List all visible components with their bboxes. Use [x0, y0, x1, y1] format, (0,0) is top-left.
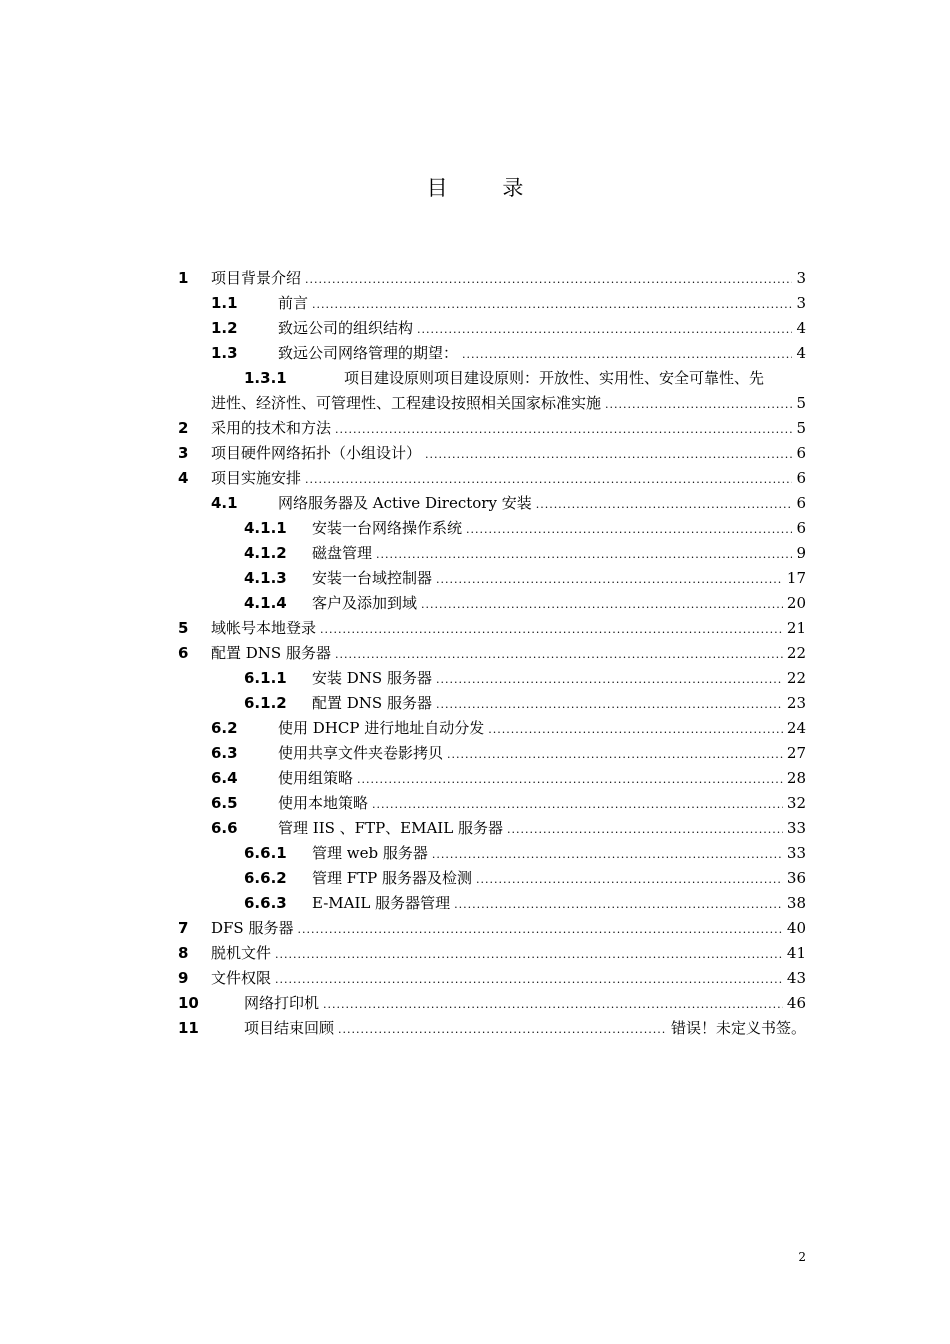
toc-entry-page: 3	[796, 269, 806, 287]
toc-entry-number: 4.1.4	[244, 594, 287, 612]
toc-entry-page: 28	[786, 769, 806, 787]
toc-entry-title: 项目背景介绍	[211, 269, 302, 287]
toc-entry-page: 6	[796, 469, 806, 487]
toc-entry[interactable]	[0, 591, 950, 616]
toc-entry[interactable]	[0, 941, 950, 966]
toc-entry-title: 配置 DNS 服务器	[211, 644, 331, 662]
toc-entry-title: 安装 DNS 服务器	[312, 669, 432, 687]
toc-entry-title: 管理 FTP 服务器及检测	[312, 869, 473, 887]
leader-dots	[305, 267, 792, 292]
toc-entry-number: 8	[178, 944, 189, 962]
toc-entry-number: 6.1.2	[244, 694, 287, 712]
toc-entry-number: 4	[178, 469, 189, 487]
leader-dots	[297, 917, 782, 942]
leader-dots	[357, 767, 783, 792]
toc-entry-title: 项目建设原则项目建设原则：开放性、实用性、安全可靠性、先	[344, 369, 765, 387]
toc-entry-title: 前言	[278, 294, 309, 312]
toc-entry-number: 6.5	[211, 794, 238, 812]
leader-dots	[312, 292, 792, 317]
toc-entry-number: 1.2	[211, 319, 238, 337]
toc-entry-number: 6.6.3	[244, 894, 287, 912]
toc-entry-title: 脱机文件	[211, 944, 272, 962]
toc-entry-title: DFS 服务器	[211, 919, 294, 937]
toc-entry-number: 4.1.1	[244, 519, 287, 537]
toc-entry[interactable]	[0, 341, 950, 366]
toc-entry-number: 6	[178, 644, 189, 662]
leader-dots	[507, 817, 783, 842]
toc-entry-page: 41	[786, 944, 806, 962]
toc-entry-page: 9	[796, 544, 806, 562]
toc-entry-title: 致远公司网络管理的期望：	[278, 344, 459, 362]
toc-entry-number: 3	[178, 444, 189, 462]
toc-entry[interactable]	[0, 966, 950, 991]
toc-entry-title: 致远公司的组织结构	[278, 319, 414, 337]
toc-entry[interactable]	[0, 691, 950, 716]
toc-entry[interactable]	[0, 491, 950, 516]
toc-entry-page: 4	[796, 319, 806, 337]
toc-entry-page: 5	[796, 419, 806, 437]
toc-entry-page: 5	[796, 394, 806, 412]
toc-entry-page: 38	[786, 894, 806, 912]
leader-dots	[466, 517, 792, 542]
toc-entry-page: 36	[786, 869, 806, 887]
toc-entry-number: 6.3	[211, 744, 238, 762]
leader-dots	[436, 692, 783, 717]
toc-entry[interactable]	[0, 816, 950, 841]
toc-entry-title: 采用的技术和方法	[211, 419, 332, 437]
toc-entry-number: 7	[178, 919, 189, 937]
toc-entry[interactable]	[0, 516, 950, 541]
toc-entry-number: 4.1.3	[244, 569, 287, 587]
toc-entry-page: 21	[786, 619, 806, 637]
toc-entry-title: 安装一台网络操作系统	[312, 519, 463, 537]
leader-dots	[476, 867, 783, 892]
leader-dots	[275, 942, 783, 967]
toc-entry-page: 22	[786, 669, 806, 687]
toc-entry-page: 33	[786, 844, 806, 862]
toc-entry[interactable]	[0, 441, 950, 466]
toc-entry-title: 管理 IIS 、FTP、EMAIL 服务器	[278, 819, 503, 837]
leader-dots	[436, 567, 783, 592]
leader-dots	[323, 992, 783, 1017]
toc-entry-number: 6.1.1	[244, 669, 287, 687]
toc-entry[interactable]	[0, 766, 950, 791]
toc-entry-page: 33	[786, 819, 806, 837]
toc-entry-title: 使用本地策略	[278, 794, 369, 812]
toc-entry[interactable]	[0, 991, 950, 1016]
toc-entry-page: 32	[786, 794, 806, 812]
toc-entry-page: 23	[786, 694, 806, 712]
toc-entry-page: 17	[786, 569, 806, 587]
toc-entry[interactable]	[0, 641, 950, 666]
toc-entry[interactable]	[0, 566, 950, 591]
toc-entry-title: 网络打印机	[244, 994, 320, 1012]
toc-entry-number: 6.6.1	[244, 844, 287, 862]
toc-entry-page: 46	[786, 994, 806, 1012]
toc-entry[interactable]	[0, 791, 950, 816]
toc-entry-number: 6.6	[211, 819, 238, 837]
toc-entry-number: 9	[178, 969, 189, 987]
toc-entry[interactable]	[0, 666, 950, 691]
toc-entry-number: 6.2	[211, 719, 238, 737]
leader-dots	[338, 1017, 667, 1042]
toc-entry-number: 4.1.2	[244, 544, 287, 562]
toc-entry-title: 配置 DNS 服务器	[312, 694, 432, 712]
toc-entry-title: 磁盘管理	[312, 544, 373, 562]
toc-entry[interactable]	[0, 1016, 950, 1041]
toc-entry[interactable]	[0, 266, 950, 291]
leader-dots	[320, 617, 783, 642]
toc-entry[interactable]	[0, 741, 950, 766]
toc-entry[interactable]	[0, 916, 950, 941]
toc-entry-title: 安装一台域控制器	[312, 569, 433, 587]
toc-entry-number: 5	[178, 619, 189, 637]
toc-entry-page: 24	[786, 719, 806, 737]
toc-entry-number: 1	[178, 269, 189, 287]
toc-entry-title: E-MAIL 服务器管理	[312, 894, 451, 912]
toc-entry-number: 6.6.2	[244, 869, 287, 887]
toc-entry-title: 网络服务器及 Active Directory 安装	[278, 494, 532, 512]
toc-entry-page: 4	[796, 344, 806, 362]
toc-entry-number: 1.1	[211, 294, 238, 312]
toc-entry-number: 11	[178, 1019, 199, 1037]
toc-entry-title-cont: 进性、经济性、可管理性、工程建设按照相关国家标准实施	[211, 394, 602, 412]
leader-dots	[421, 592, 783, 617]
toc-entry-page: 22	[786, 644, 806, 662]
toc-entry-title: 项目结束回顾	[244, 1019, 335, 1037]
toc-entry-number: 4.1	[211, 494, 238, 512]
leader-dots	[425, 442, 792, 467]
toc-entry-page: 3	[796, 294, 806, 312]
leader-dots	[454, 892, 783, 917]
toc-entry-title: 域帐号本地登录	[211, 619, 317, 637]
toc-entry-page: 6	[796, 494, 806, 512]
leader-dots	[376, 542, 792, 567]
toc-entry-page: 20	[786, 594, 806, 612]
toc-entry-title: 项目硬件网络拓扑（小组设计）	[211, 444, 422, 462]
toc-entry[interactable]	[0, 316, 950, 341]
toc-entry[interactable]	[0, 416, 950, 441]
toc-entry-number: 1.3	[211, 344, 238, 362]
toc-entry[interactable]	[0, 541, 950, 566]
toc-entry[interactable]	[0, 466, 950, 491]
toc-entry[interactable]	[0, 866, 950, 891]
toc-entry-title: 项目实施安排	[211, 469, 302, 487]
leader-dots	[436, 667, 783, 692]
leader-dots	[335, 417, 792, 442]
toc-entry[interactable]	[0, 366, 950, 391]
toc-entry-title: 使用 DHCP 进行地址自动分发	[278, 719, 485, 737]
toc-entry[interactable]	[0, 716, 950, 741]
toc-entry-page: 6	[796, 444, 806, 462]
toc-entry-page: 40	[786, 919, 806, 937]
toc-entry[interactable]	[0, 891, 950, 916]
toc-entry-continuation[interactable]	[0, 391, 950, 416]
toc-entry-page: 错误！未定义书签。	[670, 1019, 806, 1037]
leader-dots	[275, 967, 783, 992]
leader-dots	[432, 842, 783, 867]
toc-entry-title: 客户及添加到域	[312, 594, 418, 612]
toc-entry[interactable]	[0, 291, 950, 316]
leader-dots	[605, 392, 792, 417]
leader-dots	[462, 342, 792, 367]
toc-entry-page: 27	[786, 744, 806, 762]
leader-dots	[335, 642, 783, 667]
leader-dots	[536, 492, 793, 517]
leader-dots	[372, 792, 783, 817]
toc-entry-page: 6	[796, 519, 806, 537]
leader-dots	[305, 467, 792, 492]
toc-entry-title: 文件权限	[211, 969, 272, 987]
leader-dots	[488, 717, 783, 742]
toc-entry[interactable]	[0, 616, 950, 641]
page-number: 2	[798, 1250, 806, 1264]
toc-entry-title: 使用共享文件夹卷影拷贝	[278, 744, 444, 762]
leader-dots	[447, 742, 783, 767]
toc-title: 目 录	[426, 176, 548, 200]
toc-entry-number: 1.3.1	[244, 369, 287, 387]
toc-entry-number: 10	[178, 994, 199, 1012]
toc-entry-number: 2	[178, 419, 189, 437]
toc-entry-number: 6.4	[211, 769, 238, 787]
toc-entry-page: 43	[786, 969, 806, 987]
toc-entry-title: 使用组策略	[278, 769, 354, 787]
leader-dots	[417, 317, 792, 342]
toc-entry-title: 管理 web 服务器	[312, 844, 428, 862]
toc-entry[interactable]	[0, 841, 950, 866]
